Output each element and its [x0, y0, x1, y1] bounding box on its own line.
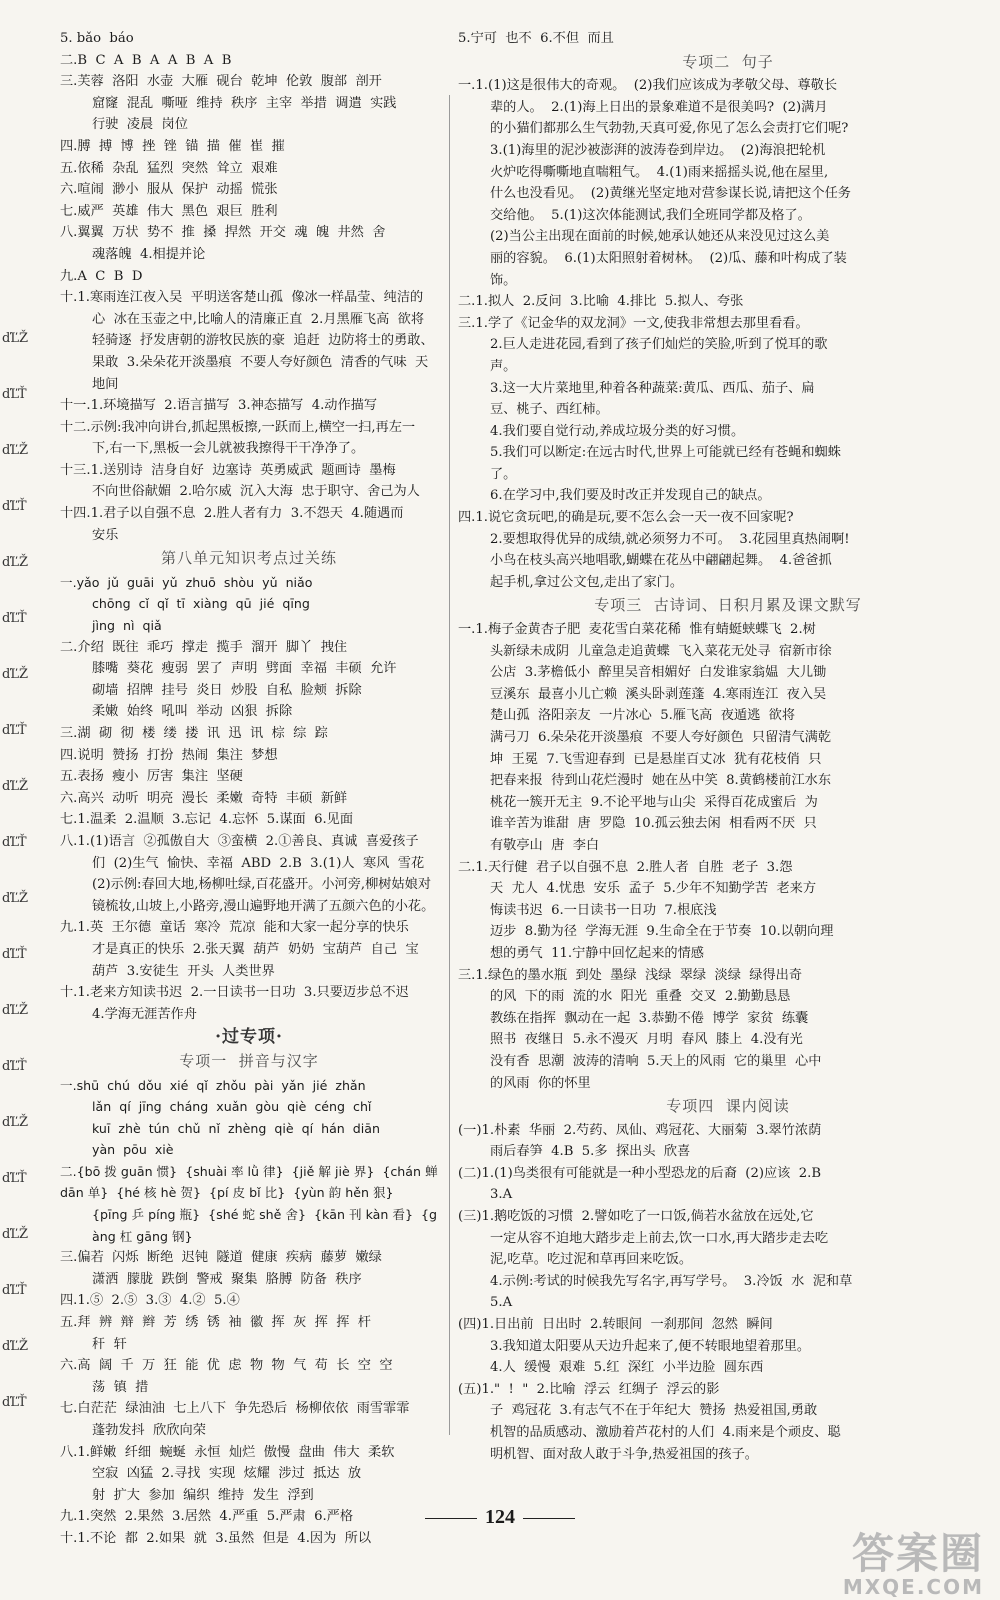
answer-line: 三.芙蓉 洛阳 水壶 大雁 砚台 乾坤 伦敦 腹部 剖开 — [60, 74, 382, 90]
gutter-fragment: ďĽŤ — [2, 1059, 27, 1074]
answer-line: lǎn qí jīng cháng xuǎn gòu qiè céng chǐ — [92, 1099, 372, 1115]
answer-line: 二.B C A B A A B A B — [60, 52, 232, 68]
answer-line: 的风雨 你的怀里 — [490, 1075, 591, 1091]
gutter-fragment: ďĽŽ — [2, 1339, 28, 1354]
answer-line: 潇洒 朦胧 跌倒 警戒 聚集 胳膊 防备 秩序 — [92, 1271, 362, 1287]
answer-line: 八.翼翼 万状 势不 推 搡 捍然 开交 魂 魄 井然 舍 — [60, 225, 386, 241]
answer-line: 五.拜 辨 辩 辫 芳 绣 锈 袖 徽 挥 灰 挥 挥 杆 — [60, 1315, 371, 1331]
answer-line: 一.1.(1)这是很伟大的奇观。 (2)我们应该成为孝敬父母、尊敬长 — [458, 78, 838, 94]
answer-line: 天 尤人 4.忧患 安乐 孟子 5.少年不知勤学苦 老来方 — [490, 881, 817, 897]
answer-line: 射 扩大 参加 编织 维持 发生 浮到 — [92, 1487, 314, 1503]
answer-line: 安乐 — [92, 527, 119, 543]
answer-line: 坤 王冕 7.飞雪迎春到 已是悬崖百丈冰 犹有花枝俏 只 — [490, 751, 822, 767]
answer-line: 九.1.英 王尔德 童话 寒冷 荒凉 能和大家一起分享的快乐 — [60, 920, 409, 936]
answer-line: 一.1.梅子金黄杏子肥 麦花雪白菜花稀 惟有蜻蜓蛱蝶飞 2.树 — [458, 622, 816, 638]
section-heading: 专项三 古诗词、日积月累及课文默写 — [594, 596, 862, 615]
answer-line: 五.表扬 瘦小 厉害 集注 坚硬 — [60, 769, 243, 785]
gutter-fragment: ďĽŤ — [2, 835, 27, 850]
answer-line: 泥,吃草。吃过泥和草再回来吃饭。 — [490, 1252, 693, 1268]
answer-line: 楚山孤 洛阳亲友 一片冰心 5.雁飞高 夜遁逃 欲将 — [490, 708, 796, 724]
answer-line: 声。 — [490, 358, 517, 374]
answer-line: 十三.1.送别诗 洁身自好 边塞诗 英勇威武 题画诗 墨梅 — [60, 462, 396, 478]
gutter-fragment: ďĽŤ — [2, 387, 27, 402]
answer-line: 柔嫩 始终 吼叫 举动 凶狠 拆除 — [92, 704, 293, 720]
answer-line: 二.1.拟人 2.反问 3.比喻 4.排比 5.拟人、夸张 — [458, 294, 744, 310]
answer-line: 机智的品质感动、激励着芦花村的人们 4.雨来是个顽皮、聪 — [490, 1425, 841, 1440]
answer-line: 十.1.老来方知读书迟 2.一日读书一日功 3.只要迈步总不迟 — [60, 985, 409, 1001]
answer-line: 桃花一簇开无主 9.不论平地与山尖 采得百花成蜜后 为 — [490, 794, 818, 810]
gutter-fragment: ďĽŽ — [2, 779, 28, 794]
answer-line: 秆 轩 — [92, 1336, 127, 1352]
answer-line: yàn pōu xiè — [92, 1142, 174, 1158]
answer-line: 六.喧闹 渺小 服从 保护 动摇 慌张 — [60, 182, 278, 198]
answer-line: 3.我知道太阳要从天边升起来了,便不转眼地望着那里。 — [490, 1338, 811, 1354]
answer-line: 四.说明 赞扬 打扮 热闹 集注 梦想 — [60, 747, 278, 763]
answer-line: 豆溪东 最喜小儿亡赖 溪头卧剥莲蓬 4.寒雨连江 夜入吴 — [490, 686, 827, 702]
answer-line: 九.A C B D — [60, 268, 143, 284]
answer-line: 窟窿 混乱 嘶哑 维持 秩序 主宰 举措 调遣 实践 — [92, 95, 397, 111]
answer-line: 一.shū chú dǒu xié qǐ zhǒu pài yǎn jié zhǎn — [60, 1077, 366, 1093]
answer-line: 子 鸡冠花 3.有志气不在于年纪大 赞扬 热爱祖国,勇敢 — [490, 1403, 818, 1419]
answer-line: kuī zhè tún chǔ nǐ zhèng qiè qí hán diān — [92, 1120, 380, 1136]
answer-line: 七.威严 英雄 伟大 黑色 艰巨 胜利 — [60, 203, 278, 219]
answer-line: 辈的人。 2.(1)海上日出的景象难道不是很美吗? (2)满月 — [490, 99, 828, 115]
answer-line: 小鸟在枝头高兴地唱歌,蝴蝶在花丛中翩翩起舞。 4.爸爸抓 — [490, 553, 832, 569]
answer-line: 豆、桃子、西红柿。 — [490, 402, 609, 418]
section-heading: 专项一 拼音与汉字 — [179, 1051, 319, 1070]
section-heading: 专项四 课内阅读 — [666, 1097, 790, 1116]
answer-line: 什么也没看见。 (2)黄继光坚定地对营参谋长说,请把这个任务 — [490, 186, 851, 202]
answer-line: 3.(1)海里的泥沙被澎湃的波涛卷到岸边。 (2)海浪把轮机 — [490, 142, 826, 158]
answer-line: 3.A — [490, 1187, 513, 1203]
answer-line: {pīng 乒 píng 瓶} {shé 蛇 shě 舍} {kān 刊 kàn 看} {gàng 杠 gāng 钢} — [92, 1207, 437, 1244]
answer-line: 2.巨人走进花园,看到了孩子们灿烂的笑脸,听到了悦耳的歌 — [490, 337, 828, 353]
gutter-fragment: ďĽŽ — [2, 667, 28, 682]
answer-line: 4.示例:考试的时候我先写名字,再写学号。 3.冷饭 水 泥和草 — [490, 1273, 853, 1289]
watermark-logo — [842, 1529, 984, 1599]
answer-line: 饰。 — [490, 272, 517, 288]
answer-line: 轻骑逐 抒发唐朝的游牧民族的豪 追赶 边防将士的勇敢、 — [92, 333, 434, 349]
answer-line: 火炉吃得嘶嘶地直喘粗气。 4.(1)雨来摇摇头说,他在屋里, — [490, 164, 829, 180]
answer-line: 公店 3.茅檐低小 醉里吴音相媚好 白发谁家翁媪 大儿锄 — [490, 665, 827, 681]
answer-line: 6.在学习中,我们要及时改正并发现自己的缺点。 — [490, 488, 771, 504]
column-divider — [449, 95, 450, 1435]
answer-line: 荡 镇 措 — [92, 1379, 149, 1395]
answer-line: 十一.1.环境描写 2.语言描写 3.神态描写 4.动作描写 — [60, 398, 378, 414]
answer-line: 镜梳妆,山坡上,小路旁,漫山遍野地开满了五颜六色的小花。 — [92, 898, 435, 914]
answer-line: (2)示例:春回大地,杨柳吐绿,百花盛开。小河旁,柳树姑娘对 — [92, 877, 432, 893]
answer-line: 4.人 缓慢 艰难 5.红 深红 小半边脸 圆东西 — [490, 1360, 764, 1376]
gutter-fragment: ďĽŽ — [2, 1227, 28, 1242]
answer-line: 没有香 思潮 波涛的清响 5.天上的风雨 它的巢里 心中 — [490, 1053, 822, 1069]
answer-line: 5.宁可 也不 6.不但 而且 — [458, 31, 614, 46]
gutter-fragment: ďĽŽ — [2, 1115, 28, 1130]
section-heading: ·过专项· — [215, 1027, 283, 1048]
answer-line: 教练在指挥 飘动在一起 3.恭勤不倦 博学 家贫 练囊 — [490, 1010, 809, 1026]
answer-line: (二)1.(1)鸟类很有可能就是一种小型恐龙的后裔 (2)应该 2.B — [458, 1165, 822, 1181]
answer-line: 二.1.天行健 君子以自强不息 2.胜人者 自胜 老子 3.怨 — [458, 859, 793, 875]
answer-line: 三.1.学了《记金华的双龙洞》一文,使我非常想去那里看看。 — [458, 315, 809, 331]
answer-line: 九.1.突然 2.果然 3.居然 4.严重 5.严肃 6.严格 — [60, 1509, 354, 1525]
section-heading: 专项二 句子 — [682, 52, 774, 71]
answer-line: 2.要想取得优异的成绩,就必须努力不可。 3.花园里真热闹啊! — [490, 531, 850, 547]
right-column — [458, 28, 998, 1465]
answer-line: (2)当公主出现在面前的时候,她承认她还从来没见过这么美 — [490, 229, 830, 245]
gutter-fragment: ďĽŤ — [2, 723, 27, 738]
answer-line: 二.{bō 拨 guān 惯} {shuài 率 lǜ 律} {jiě 解 jiè 界} {chán 蝉 dān 单} {hé 核 hè 贺} {pí 皮 bǐ 比} {yùn 韵 hěn 狠} — [60, 1163, 442, 1201]
answer-line: 头新绿未成阴 儿童急走追黄蝶 飞入菜花无处寻 宿新市徐 — [490, 643, 832, 659]
answer-line: 膝嘴 葵花 瘦弱 罢了 声明 劈面 幸福 丰硕 允许 — [92, 661, 397, 677]
answer-line: 想的勇气 11.宁静中回忆起来的情感 — [490, 945, 704, 961]
answer-line: 砌墙 招牌 挂号 炎日 炒股 自私 脸颊 拆除 — [92, 682, 362, 698]
watermark-line-1: 答案圈 — [851, 1529, 984, 1578]
answer-line: 悔读书迟 6.一日读书一日功 7.根底浅 — [490, 902, 717, 918]
answer-line: 四.1.说它贪玩吧,的确是玩,要不怎么会一天一夜不回家呢? — [458, 510, 794, 526]
dash-left — [425, 1518, 477, 1519]
gutter-fragment: ďĽŤ — [2, 1395, 27, 1410]
gutter-fragments — [2, 330, 28, 1450]
answer-line: 二.介绍 既往 乖巧 撑走 揽手 溜开 脚丫 拽住 — [60, 639, 348, 655]
answer-line: 照书 夜继日 5.永不漫灭 月明 春风 膝上 4.没有光 — [490, 1032, 803, 1048]
answer-line: 谁辛苦为谁甜 唐 罗隐 10.孤云独去闲 相看两不厌 只 — [490, 816, 817, 832]
answer-line: 八.1.(1)语言 ②孤傲自大 ③蛮横 2.①善良、真诚 喜爱孩子 — [60, 833, 419, 849]
answer-line: 六.高 阔 千 万 狂 能 优 虑 物 物 气 苟 长 空 空 — [60, 1358, 393, 1374]
left-column — [60, 28, 442, 1550]
gutter-fragment: ďĽŽ — [2, 891, 28, 906]
dash-right — [523, 1518, 575, 1519]
answer-line: jìng nì qiǎ — [92, 618, 162, 634]
answer-line: 七.1.温柔 2.温顺 3.忘记 4.忘怀 5.谋面 6.见面 — [60, 812, 354, 828]
answer-line: 的风 下的雨 流的水 阳光 重叠 交叉 2.勤勤恳恳 — [490, 989, 791, 1005]
answer-line: 十.1.不论 都 2.如果 就 3.虽然 但是 4.因为 所以 — [60, 1530, 372, 1546]
answer-line: 七.白茫茫 绿油油 七上八下 争先恐后 杨柳依依 雨雪霏霏 — [60, 1401, 410, 1417]
answer-line: 魂落魄 4.相提并论 — [92, 246, 206, 262]
answer-line: 雨后春笋 4.B 5.多 探出头 欣喜 — [490, 1144, 691, 1160]
answer-line: 5.A — [490, 1295, 513, 1311]
section-heading: 第八单元知识考点过关练 — [160, 549, 337, 568]
answer-line: 起手机,拿过公文包,走出了家门。 — [490, 574, 684, 590]
answer-line: 一.yǎo jǔ guāi yǔ zhuō shòu yǔ niǎo — [60, 574, 313, 590]
answer-line: 空寂 凶猛 2.寻找 实现 炫耀 涉过 抵达 放 — [92, 1466, 362, 1482]
answer-line: 不向世俗献媚 2.哈尔威 沉入大海 忠于职守、舍己为人 — [92, 484, 420, 500]
page-number: 124 — [0, 1506, 1000, 1529]
answer-line: 三.1.绿色的墨水瓶 到处 墨绿 浅绿 翠绿 淡绿 绿得出奇 — [458, 967, 803, 983]
answer-line: 的小猫们都那么生气勃勃,天真可爱,你见了怎么会责打它们呢? — [490, 121, 849, 137]
answer-line: 一定从容不迫地大踏步走上前去,饮一口水,再大踏步走去吃 — [490, 1230, 829, 1246]
answer-line: 丽的容貌。 6.(1)太阳照射着树林。 (2)瓜、藤和叶构成了装 — [490, 250, 847, 266]
gutter-fragment: ďĽŤ — [2, 947, 27, 962]
gutter-fragment: ďĽŤ — [2, 1171, 27, 1186]
answer-line: 迈步 8.勤为径 学海无涯 9.生命全在于节奏 10.以朝向理 — [490, 924, 834, 940]
answer-line: 十二.示例:我冲向讲台,抓起黑板擦,一跃而上,横空一扫,再左一 — [60, 419, 416, 435]
answer-line: (一)1.朴素 华丽 2.芍药、凤仙、鸡冠花、大丽菊 3.翠竹浓荫 — [458, 1122, 822, 1138]
answer-line: (四)1.日出前 日出时 2.转眼间 一刹那间 忽然 瞬间 — [458, 1317, 773, 1333]
gutter-fragment: ďĽŤ — [2, 611, 27, 626]
answer-line: (三)1.鹅吃饭的习惯 2.譬如吃了一口饭,倘若水盆放在远处,它 — [458, 1209, 814, 1225]
answer-line: chōng cǐ qǐ tī xiàng qū jié qīng — [92, 596, 310, 612]
answer-line: 4.学海无涯苦作舟 — [92, 1006, 197, 1022]
gutter-fragment: ďĽŽ — [2, 555, 28, 570]
answer-line: 5.我们可以断定:在远古时代,世界上可能就已经有苍蝇和蜘蛛 — [490, 445, 841, 461]
answer-line: 4.我们要自觉行动,养成垃圾分类的好习惯。 — [490, 423, 745, 439]
answer-line: (五)1." ! " 2.比喻 浮云 红绸子 浮云的影 — [458, 1381, 720, 1397]
answer-line: 把春来报 待到山花烂漫时 她在丛中笑 8.黄鹤楼前江水东 — [490, 773, 832, 789]
watermark-line-2: MXQE.COM — [842, 1575, 984, 1599]
answer-line: 四.1.⑤ 2.⑤ 3.③ 4.② 5.④ — [60, 1293, 240, 1309]
answer-line: 有敬亭山 唐 李白 — [490, 837, 600, 853]
gutter-fragment: ďĽŤ — [2, 1283, 27, 1298]
answer-line: 五.依稀 杂乱 猛烈 突然 耸立 艰难 — [60, 160, 278, 176]
answer-line: 下,右一下,黑板一会儿就被我擦得干干净净了。 — [92, 441, 365, 457]
answer-line: 行驶 凌晨 岗位 — [92, 117, 188, 133]
answer-line: 明机智、面对敌人敢于斗争,热爱祖国的孩子。 — [490, 1446, 758, 1462]
answer-line: 了。 — [490, 466, 517, 482]
answer-line: 十.1.寒雨连江夜入吴 平明送客楚山孤 像冰一样晶莹、纯洁的 — [60, 290, 424, 306]
answer-line: 5. bǎo báo — [60, 31, 134, 46]
answer-line: 交给他。 5.(1)这次体能测试,我们全班同学都及格了。 — [490, 207, 811, 223]
gutter-fragment: ďĽŤ — [2, 499, 27, 514]
answer-line: 心 冰在玉壶之中,比喻人的清廉正直 2.月黑雁飞高 欲将 — [92, 311, 425, 327]
answer-line: 十四.1.君子以自强不息 2.胜人者有力 3.不怨天 4.随遇而 — [60, 506, 404, 522]
answer-line: 四.膊 搏 博 挫 锉 锚 描 催 崔 摧 — [60, 138, 285, 154]
gutter-fragment: ďĽŽ — [2, 331, 28, 346]
answer-line: 葫芦 3.安徒生 开头 人类世界 — [92, 963, 275, 979]
answer-line: 满弓刀 6.朵朵花开淡墨痕 不要人夸好颜色 只留清气满乾 — [490, 730, 832, 745]
answer-line: 果敢 3.朵朵花开淡墨痕 不要人夸好颜色 清香的气味 天地间 — [92, 354, 429, 392]
answer-line: 六.高兴 动听 明亮 漫长 柔嫩 奇特 丰硕 新鲜 — [60, 790, 348, 806]
answer-line: 八.1.鲜嫩 纤细 蜿蜒 永恒 灿烂 傲慢 盘曲 伟大 柔软 — [60, 1444, 395, 1460]
answer-line: 蓬勃发抖 欣欣向荣 — [92, 1423, 206, 1438]
answer-line: 三.偏若 闪烁 断绝 迟钝 隧道 健康 疾病 藤萝 嫩绿 — [60, 1250, 382, 1266]
answer-line: 们 (2)生气 愉快、幸福 ABD 2.B 3.(1)人 寒风 雪花 — [92, 855, 425, 871]
gutter-fragment: ďĽŽ — [2, 1003, 28, 1018]
answer-line: 3.这一大片菜地里,种着各种蔬菜:黄瓜、西瓜、茄子、扁 — [490, 380, 815, 396]
answer-line: 才是真正的快乐 2.张天翼 葫芦 奶奶 宝葫芦 自己 宝 — [92, 941, 419, 957]
answer-line: 三.湖 砌 彻 楼 缕 搂 讯 迅 讯 棕 综 踪 — [60, 726, 328, 741]
gutter-fragment: ďĽŽ — [2, 443, 28, 458]
